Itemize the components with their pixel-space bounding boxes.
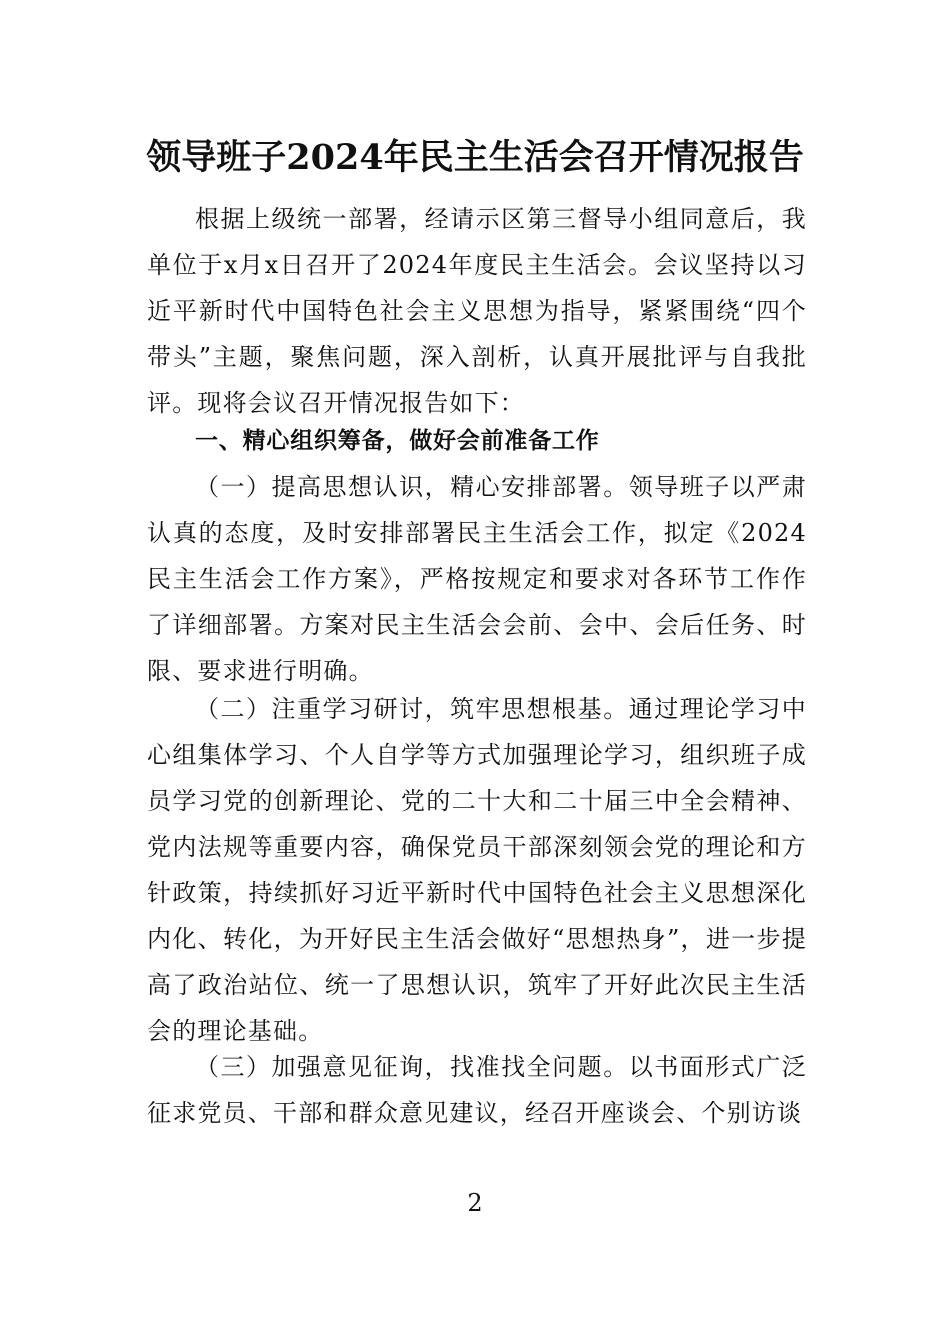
page-number: 2 xyxy=(467,1189,483,1217)
paragraph-subsection-3: （三）加强意见征询，找准找全问题。以书面形式广泛征求党员、干部和群众意见建议，经召开座谈会、个别访谈 xyxy=(147,1053,807,1127)
paragraph-subsection-1: （一）提高思想认识，精心安排部署。领导班子以严肃认真的态度，及时安排部署民主生活会工作，拟定《2024民主生活会工作方案》，严格按规定和要求对各环节工作作了详细部署。方案对民主生活会会前、会中、会后任务、时限、要求进行明确。 xyxy=(147,473,807,685)
intro-paragraph: 根据上级统一部署，经请示区第三督导小组同意后，我单位于x月x日召开了2024年度民主生活会。会议坚持以习近平新时代中国特色社会主义思想为指导，紧紧围绕“四个带头”主题，聚焦问题，深入剖析，认真开展批评与自我批评。现将会议召开情况报告如下： xyxy=(147,205,807,417)
paragraph-subsection-2: （二）注重学习研讨，筑牢思想根基。通过理论学习中心组集体学习、个人自学等方式加强理论学习，组织班子成员学习党的创新理论、党的二十大和二十届三中全会精神、党内法规等重要内容，确保党员干部深刻领会党的理论和方针政策，持续抓好习近平新时代中国特色社会主义思想深化内化、转化，为开好民主生活会做好“思想热身”，进一步提高了政治站位、统一了思想认识，筑牢了开好此次民主生活会的理论基础。 xyxy=(147,695,807,1045)
document-title: 领导班子2024年民主生活会召开情况报告 xyxy=(146,137,804,178)
section-heading-1: 一、精心组织筹备，做好会前准备工作 xyxy=(195,428,600,454)
